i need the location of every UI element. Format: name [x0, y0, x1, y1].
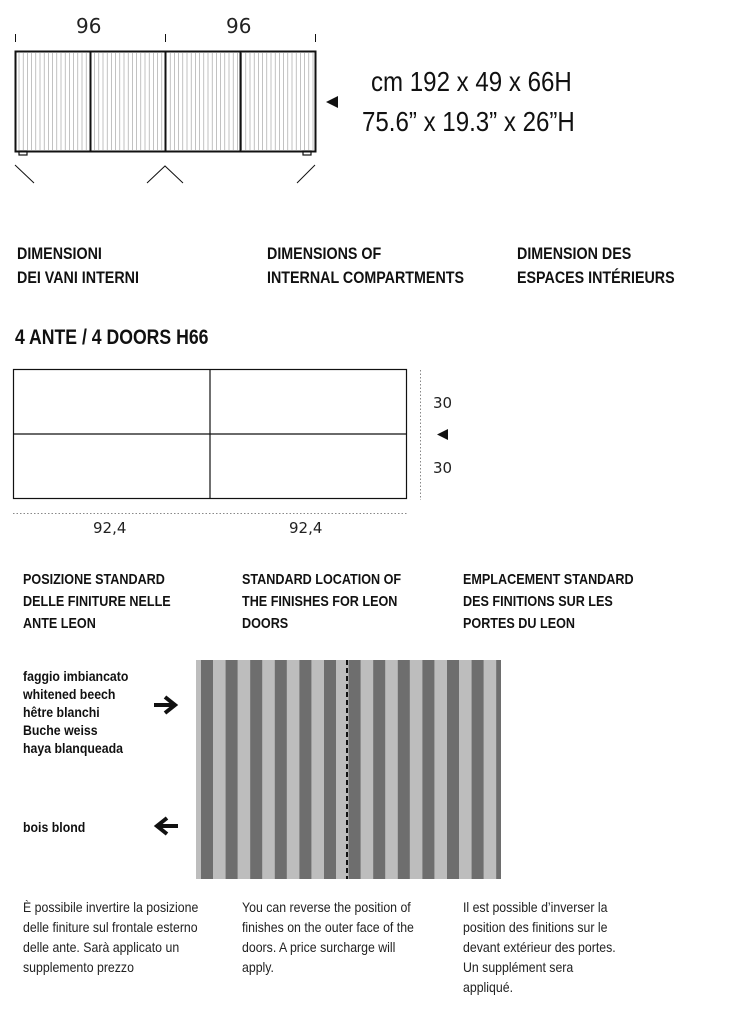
heading-line: DIMENSIONI	[17, 244, 102, 263]
note-line: devant extérieur des portes.	[463, 939, 616, 955]
note-line: finishes on the outer face of the	[242, 919, 414, 935]
door-width-left-label: 96	[76, 14, 102, 38]
heading-internal-dims-it	[17, 242, 139, 290]
heading-line: DOORS	[242, 615, 289, 632]
note-line: È possibile invertire la posizione	[23, 899, 199, 915]
outer-finish-names	[23, 667, 128, 757]
note-it	[23, 897, 198, 977]
compartment-width-left: 92,4	[93, 519, 127, 537]
compartment-height-bottom: 30	[433, 459, 453, 477]
note-line: delle finiture sul frontale esterno	[23, 919, 198, 935]
note-line: apply.	[242, 959, 274, 975]
heading-line: DIMENSIONS OF	[267, 244, 382, 263]
compartments-drawing	[0, 360, 440, 520]
left-triangle-icon	[436, 428, 449, 441]
heading-internal-dims-en	[267, 242, 464, 290]
heading-line: DES FINITIONS SUR LES	[463, 593, 613, 610]
finish-name: Buche weiss	[23, 722, 98, 738]
note-line: appliqué.	[463, 979, 514, 995]
heading-line: INTERNAL COMPARTMENTS	[267, 268, 465, 287]
note-fr	[463, 897, 616, 997]
leon-door-finish-sample	[196, 660, 501, 879]
heading-finishes-en	[242, 569, 401, 635]
arrow-left-icon	[152, 815, 180, 837]
heading-finishes-fr	[463, 569, 634, 635]
overall-dimensions-inches: 75.6” x 19.3” x 26”H	[362, 106, 575, 137]
overall-dimensions-cm: cm 192 x 49 x 66H	[371, 66, 572, 97]
heading-line: DELLE FINITURE NELLE	[23, 593, 171, 610]
note-line: You can reverse the position of	[242, 899, 411, 915]
heading-finishes-it	[23, 569, 171, 635]
heading-line: EMPLACEMENT STANDARD	[463, 571, 634, 588]
heading-line: STANDARD LOCATION OF	[242, 571, 402, 588]
finish-name: whitened beech	[23, 686, 116, 702]
finish-name: haya blanqueada	[23, 740, 123, 756]
heading-line: DIMENSION DES	[517, 244, 632, 263]
finish-name: hêtre blanchi	[23, 704, 100, 720]
note-line: position des finitions sur le	[463, 919, 608, 935]
inner-finish-name: bois blond	[23, 819, 86, 835]
heading-line: DEI VANI INTERNI	[17, 268, 139, 287]
heading-internal-dims-fr	[517, 242, 675, 290]
heading-line: PORTES DU LEON	[463, 615, 576, 632]
compartment-width-right: 92,4	[289, 519, 323, 537]
note-line: supplemento prezzo	[23, 959, 134, 975]
model-title: 4 ANTE / 4 DOORS H66	[15, 326, 209, 349]
note-line: doors. A price surcharge will	[242, 939, 396, 955]
note-line: delle ante. Sarà applicato un	[23, 939, 180, 955]
arrow-right-icon	[152, 694, 180, 716]
heading-line: ANTE LEON	[23, 615, 96, 632]
note-en	[242, 897, 414, 977]
note-line: Un supplément sera	[463, 959, 574, 975]
note-line: Il est possible d’inverser la	[463, 899, 608, 915]
door-width-right-label: 96	[226, 14, 252, 38]
compartment-height-top: 30	[433, 394, 453, 412]
finish-name: faggio imbiancato	[23, 668, 129, 684]
heading-line: POSIZIONE STANDARD	[23, 571, 165, 588]
heading-line: ESPACES INTÉRIEURS	[517, 268, 675, 287]
sideboard-front-drawing	[0, 0, 330, 190]
left-triangle-icon	[325, 95, 339, 109]
heading-line: THE FINISHES FOR LEON	[242, 593, 398, 610]
